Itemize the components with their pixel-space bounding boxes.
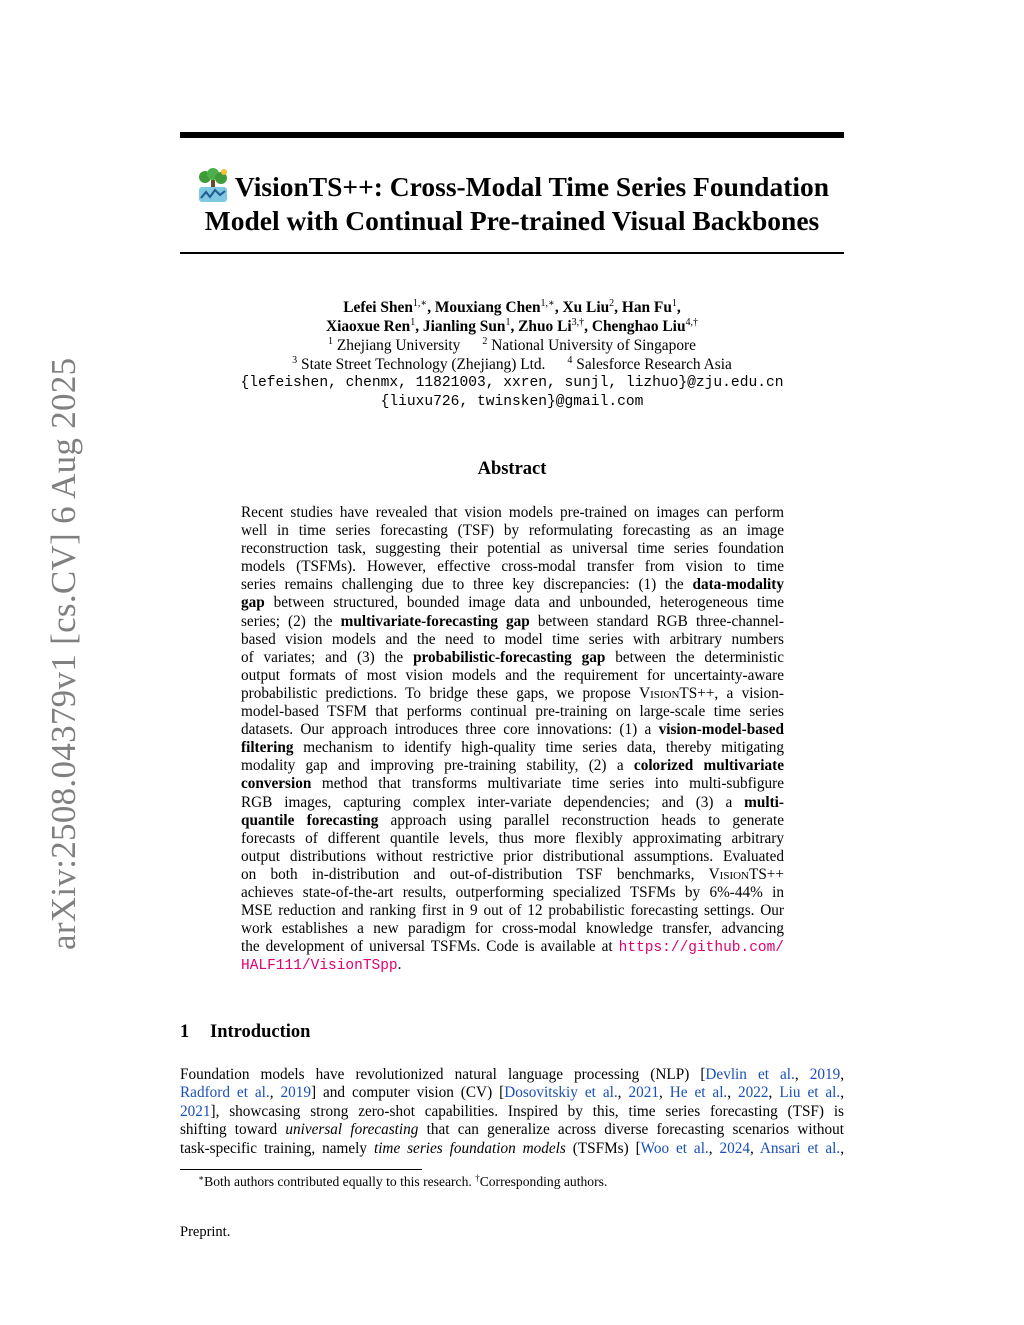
abstract-text: probabilistic predictions. To bridge these gaps, we propose — [241, 684, 640, 702]
abstract-heading: Abstract — [477, 459, 547, 479]
author-name: Xu Liu — [562, 299, 610, 316]
intro-text: , — [708, 1139, 720, 1157]
code-url-link[interactable]: https://github.com/ — [618, 940, 784, 957]
abstract-line: Recent studies have revealed that vision models pre-trained on images can perform — [241, 504, 784, 521]
author-affiliation-mark: 1,∗ — [412, 298, 428, 309]
introduction-body — [180, 1066, 844, 1158]
abstract-emphasis: colorized multivariate — [633, 757, 784, 775]
footnote-symbol: † — [475, 1173, 480, 1183]
author-name: Xiaoxue Ren — [325, 318, 411, 335]
footnote — [198, 1174, 607, 1190]
abstract-line — [241, 721, 784, 739]
abstract-text: modality gap and improving pre-training stability, (2) a — [241, 757, 634, 775]
abstract-line — [241, 938, 784, 956]
abstract-text: . — [397, 956, 402, 974]
author-affiliation-mark: 2 — [609, 298, 615, 309]
abstract-line: output formats of most vision models and the requirement for uncertainty-aware — [241, 666, 784, 684]
title-top-rule — [180, 132, 844, 138]
abstract-line — [241, 739, 784, 757]
section-heading-introduction — [180, 1022, 310, 1043]
citation-link[interactable]: Liu et al. — [779, 1084, 841, 1102]
author-line-1: Lefei Shen$^{1,∗}$, Mouxiang Chen$^{1,∗}$, Xu Liu$^2$, Han Fu$^1$, — [343, 298, 681, 316]
intro-text: , — [794, 1066, 810, 1083]
abstract-emphasis: multivariate-forecasting gap — [340, 612, 530, 630]
abstract-emphasis: vision-model-based — [658, 721, 784, 739]
citation-link[interactable]: 2024 — [719, 1139, 750, 1157]
footnote-rule — [180, 1169, 422, 1170]
section-number: 1 — [180, 1022, 190, 1042]
abstract-emphasis: probabilistic-forecasting gap — [413, 648, 606, 666]
abstract-line: forecasts of different quantile levels, thus more flexibly approximating arbitrary — [241, 829, 784, 847]
arxiv-identifier-stamp: arXiv:2508.04379v1 [cs.CV] 6 Aug 2025 — [44, 357, 83, 950]
plant-chart-icon — [195, 168, 231, 204]
abstract-text: series; (2) the — [241, 612, 341, 630]
model-name: VisionTS++ — [639, 684, 715, 702]
abstract-text: mechanism to identify high-quality time series data, thereby mitigating — [293, 739, 784, 757]
intro-italic: time series foundation models — [373, 1139, 566, 1157]
intro-text: , — [617, 1084, 629, 1102]
abstract-text: between standard RGB three-channel- — [529, 612, 784, 630]
footnote-symbol: ∗ — [198, 1173, 205, 1183]
abstract-line: output distributions without restrictive prior distributional assumptions. Evaluated — [241, 847, 784, 865]
abstract-line — [241, 613, 784, 631]
abstract-text: on both in-distribution and out-of-distribution TSF benchmarks, — [241, 865, 709, 883]
abstract-text: between structured, bounded image data and unbounded, heterogeneous time — [264, 594, 784, 612]
author-affiliation-mark: 1 — [505, 317, 511, 328]
affiliation-name: Zhejiang University — [336, 337, 461, 354]
abstract-line: well in time series forecasting (TSF) by reformulating forecasting as an image — [241, 522, 784, 540]
abstract-emphasis: multi- — [744, 793, 784, 811]
affiliation-number: 1 — [328, 336, 333, 347]
citation-link[interactable]: He et al. — [669, 1084, 728, 1102]
intro-text: , — [840, 1084, 845, 1102]
intro-line — [180, 1103, 844, 1121]
affiliation-name: National University of Singapore — [491, 337, 696, 354]
preprint-label: Preprint. — [180, 1224, 231, 1240]
intro-text: , — [840, 1066, 844, 1083]
intro-text: task-specific training, namely — [180, 1139, 374, 1157]
abstract-text: RGB images, capturing complex inter-variate dependencies; and (3) a — [241, 793, 745, 811]
intro-text: (TSFMs) [ — [565, 1139, 641, 1157]
paper-title — [180, 168, 844, 238]
affiliation-number: 2 — [482, 336, 488, 347]
abstract-text: series remains challenging due to three key discrepancies: (1) the — [241, 576, 693, 594]
citation-link[interactable]: 2021 — [628, 1084, 659, 1102]
intro-text: , — [768, 1084, 780, 1102]
intro-line — [180, 1066, 844, 1084]
citation-link[interactable]: 2019 — [809, 1066, 841, 1083]
title-line-1-text: VisionTS++: Cross-Modal Time Series Foundation — [234, 171, 830, 202]
abstract-text: of variates; and (3) the — [241, 648, 414, 666]
abstract-line: work establishes a new paradigm for cross-modal knowledge transfer, advancing — [241, 920, 784, 938]
citation-link[interactable]: 2021 — [180, 1102, 211, 1120]
intro-text: , — [269, 1084, 281, 1102]
email-line-2: {liuxu726, twinsken}@gmail.com — [380, 394, 644, 410]
title-line-1 — [180, 168, 844, 204]
citation-link[interactable]: Ansari et al. — [759, 1139, 841, 1157]
affiliation-name: State Street Technology (Zhejiang) Ltd. — [301, 356, 546, 373]
code-url-link[interactable]: HALF111/VisionTSpp — [241, 958, 398, 975]
intro-text: shifting toward — [180, 1121, 286, 1139]
intro-text: ], showcasing strong zero-shot capabilities. Inspired by this, time series forecasting (TSF) is — [210, 1102, 844, 1120]
abstract-line — [241, 594, 784, 612]
affiliation-name: Salesforce Research Asia — [576, 356, 732, 373]
abstract-body — [241, 504, 784, 974]
abstract-line: achieves state-of-the-art results, outperforming specialized TSFMs by 6%-44% in — [241, 883, 784, 901]
footnote-text: Both authors contributed equally to this research. — [204, 1174, 476, 1189]
abstract-emphasis: filtering — [241, 739, 294, 757]
intro-line — [180, 1084, 844, 1102]
intro-text: Foundation models have revolutionized natural language processing (NLP) [ — [180, 1066, 706, 1083]
abstract-text: , a vision- — [714, 684, 784, 702]
abstract-line — [241, 775, 784, 793]
model-name: VisionTS++ — [708, 865, 784, 883]
citation-link[interactable]: 2022 — [738, 1084, 769, 1102]
abstract-text: approach using parallel reconstruction heads to generate — [378, 811, 784, 829]
author-affiliation-mark: 1 — [410, 317, 416, 328]
author-name: Zhuo Li — [518, 318, 572, 335]
author-affiliation-mark: 3,† — [571, 317, 585, 328]
author-affiliation-mark: 1 — [671, 298, 677, 309]
citation-link[interactable]: 2019 — [280, 1084, 311, 1102]
abstract-line — [241, 649, 784, 667]
email-line-1: {lefeishen, chenmx, 11821003, xxren, sunjl, lizhuo}@zju.edu.cn — [240, 375, 784, 391]
intro-text: that can generalize across diverse forecasting scenarios without — [418, 1121, 844, 1139]
abstract-line — [241, 866, 784, 884]
title-bottom-rule — [180, 252, 844, 254]
citation-link[interactable]: Radford et al. — [180, 1084, 270, 1102]
affiliation-number: 3 — [292, 355, 298, 366]
abstract-text: datasets. Our approach introduces three core innovations: (1) a — [241, 721, 659, 739]
abstract-emphasis: quantile forecasting — [241, 811, 379, 829]
intro-italic: universal forecasting — [285, 1121, 419, 1139]
intro-text: , — [749, 1139, 760, 1157]
author-name: Chenghao Liu — [591, 318, 686, 335]
abstract-line — [241, 576, 784, 594]
abstract-emphasis: conversion — [241, 775, 312, 793]
section-title: Introduction — [210, 1022, 311, 1042]
citation-link[interactable]: Woo et al. — [640, 1139, 709, 1157]
abstract-line — [241, 794, 784, 812]
intro-text: , — [727, 1084, 739, 1102]
author-block — [180, 298, 844, 412]
intro-text: ] and computer vision (CV) [ — [311, 1084, 505, 1102]
author-name: Jianling Sun — [422, 318, 506, 335]
author-name: Han Fu — [621, 299, 672, 316]
citation-link[interactable]: Dosovitskiy et al. — [504, 1084, 618, 1102]
abstract-line — [241, 757, 784, 775]
intro-line — [180, 1140, 844, 1158]
abstract-line — [241, 685, 784, 703]
intro-text: , — [840, 1139, 844, 1157]
citation-link[interactable]: Devlin et al. — [705, 1066, 795, 1083]
abstract-line: models (TSFMs). However, effective cross-modal transfer from vision to time — [241, 558, 784, 576]
author-affiliation-mark: 4,† — [685, 317, 699, 328]
author-line-2: Xiaoxue Ren$^1$, Jianling Sun$^1$, Zhuo $Li^{3,\dagger}$, Chenghao Liu$^{4,\dagger}$ — [325, 317, 699, 335]
abstract-emphasis: data-modality — [692, 576, 784, 594]
abstract-line: based vision models and the need to model time series with arbitrary numbers — [241, 630, 784, 648]
affiliation-line-1 — [180, 336, 844, 355]
author-name: Lefei Shen — [343, 299, 413, 316]
abstract-line: reconstruction task, suggesting their potential as universal time series foundation — [241, 540, 784, 558]
abstract-text: method that transforms multivariate time series into multi-subfigure — [311, 775, 784, 793]
abstract-line — [241, 956, 784, 974]
abstract-text: between the deterministic — [605, 648, 784, 666]
footnote-text: Corresponding authors. — [479, 1174, 608, 1189]
intro-line — [180, 1121, 844, 1139]
abstract-text: the development of universal TSFMs. Code is available at — [241, 938, 619, 956]
affiliation-line-2 — [180, 355, 844, 374]
author-name: Mouxiang Chen — [434, 299, 541, 316]
affiliation-number: 4 — [567, 355, 573, 366]
abstract-emphasis: gap — [241, 594, 265, 612]
abstract-line: model-based TSFM that performs continual pre-training on large-scale time series — [241, 703, 784, 721]
author-affiliation-mark: 1,∗ — [540, 298, 555, 309]
abstract-line: MSE reduction and ranking first in 9 out of 12 probabilistic forecasting settings. Our — [241, 902, 784, 920]
intro-text: , — [658, 1084, 670, 1102]
abstract-line — [241, 812, 784, 830]
title-line-2: Model with Continual Pre-trained Visual Backbones — [204, 205, 820, 236]
